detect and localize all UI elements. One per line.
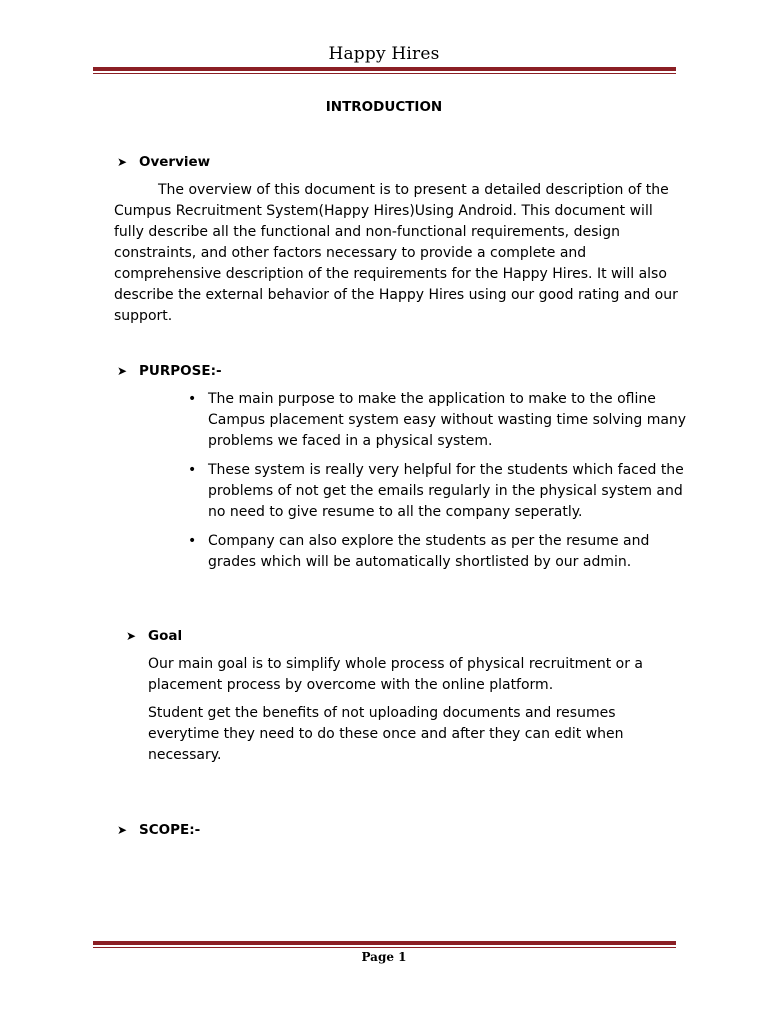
arrow-bullet-icon: ➤ — [117, 155, 128, 169]
arrow-bullet-icon: ➤ — [126, 629, 137, 643]
header-title: Happy Hires — [328, 44, 440, 64]
overview-paragraph — [114, 180, 686, 327]
page-number: Page 1 — [361, 950, 407, 964]
overview-heading-row — [117, 154, 210, 170]
arrow-bullet-icon: ➤ — [117, 364, 128, 378]
list-item — [188, 389, 688, 452]
arrow-bullet-icon: ➤ — [117, 823, 128, 837]
header-rule-thin — [93, 73, 676, 74]
header-rule — [93, 67, 676, 74]
footer-rule — [93, 941, 676, 948]
overview-body: The overview of this document is to present a detailed description of the Cumpus Recruitment System(Happy Hires)Using Android. This document will fully describe all the functional and non-functional requirements, design constraints, and other factors necessary to provide a complete and comprehensive description of the requirements for the Happy Hires. It will also describe the external behavior of the Happy Hires using our good rating and our support. — [114, 182, 678, 324]
goal-heading: Goal — [148, 628, 183, 644]
goal-heading-row — [126, 628, 182, 644]
goal-paragraph-2: Student get the benefits of not uploading documents and resumes everytime they need to do these once and after they can edit when necessary. — [148, 705, 624, 763]
bullet-dot-icon: • — [188, 391, 197, 407]
document-title: INTRODUCTION — [325, 99, 443, 115]
footer-rule-thick — [93, 941, 676, 945]
list-item-text: Company can also explore the students as per the resume and grades which will be automatically shortlisted by our admin. — [208, 533, 650, 570]
overview-heading: Overview — [139, 154, 211, 170]
list-item — [188, 531, 688, 573]
list-item-text: The main purpose to make the application to make to the ofline Campus placement system easy without wasting time solving many problems we faced in a physical system. — [208, 391, 687, 449]
bullet-dot-icon: • — [188, 533, 197, 549]
scope-heading: SCOPE:- — [139, 822, 201, 838]
footer-rule-thin — [93, 947, 676, 948]
scope-heading-row — [117, 822, 200, 838]
goal-paragraph-1: Our main goal is to simplify whole process of physical recruitment or a placement process by overcome with the online platform. — [148, 656, 644, 693]
bullet-dot-icon: • — [188, 462, 197, 478]
purpose-heading: PURPOSE:- — [139, 363, 222, 379]
list-item — [188, 460, 688, 523]
list-item-text: These system is really very helpful for the students which faced the problems of not get the emails regularly in the physical system and no need to give resume to all the company seperatly. — [208, 462, 684, 520]
header-rule-thick — [93, 67, 676, 71]
purpose-heading-row — [117, 363, 222, 379]
purpose-bullet-list — [188, 389, 688, 581]
